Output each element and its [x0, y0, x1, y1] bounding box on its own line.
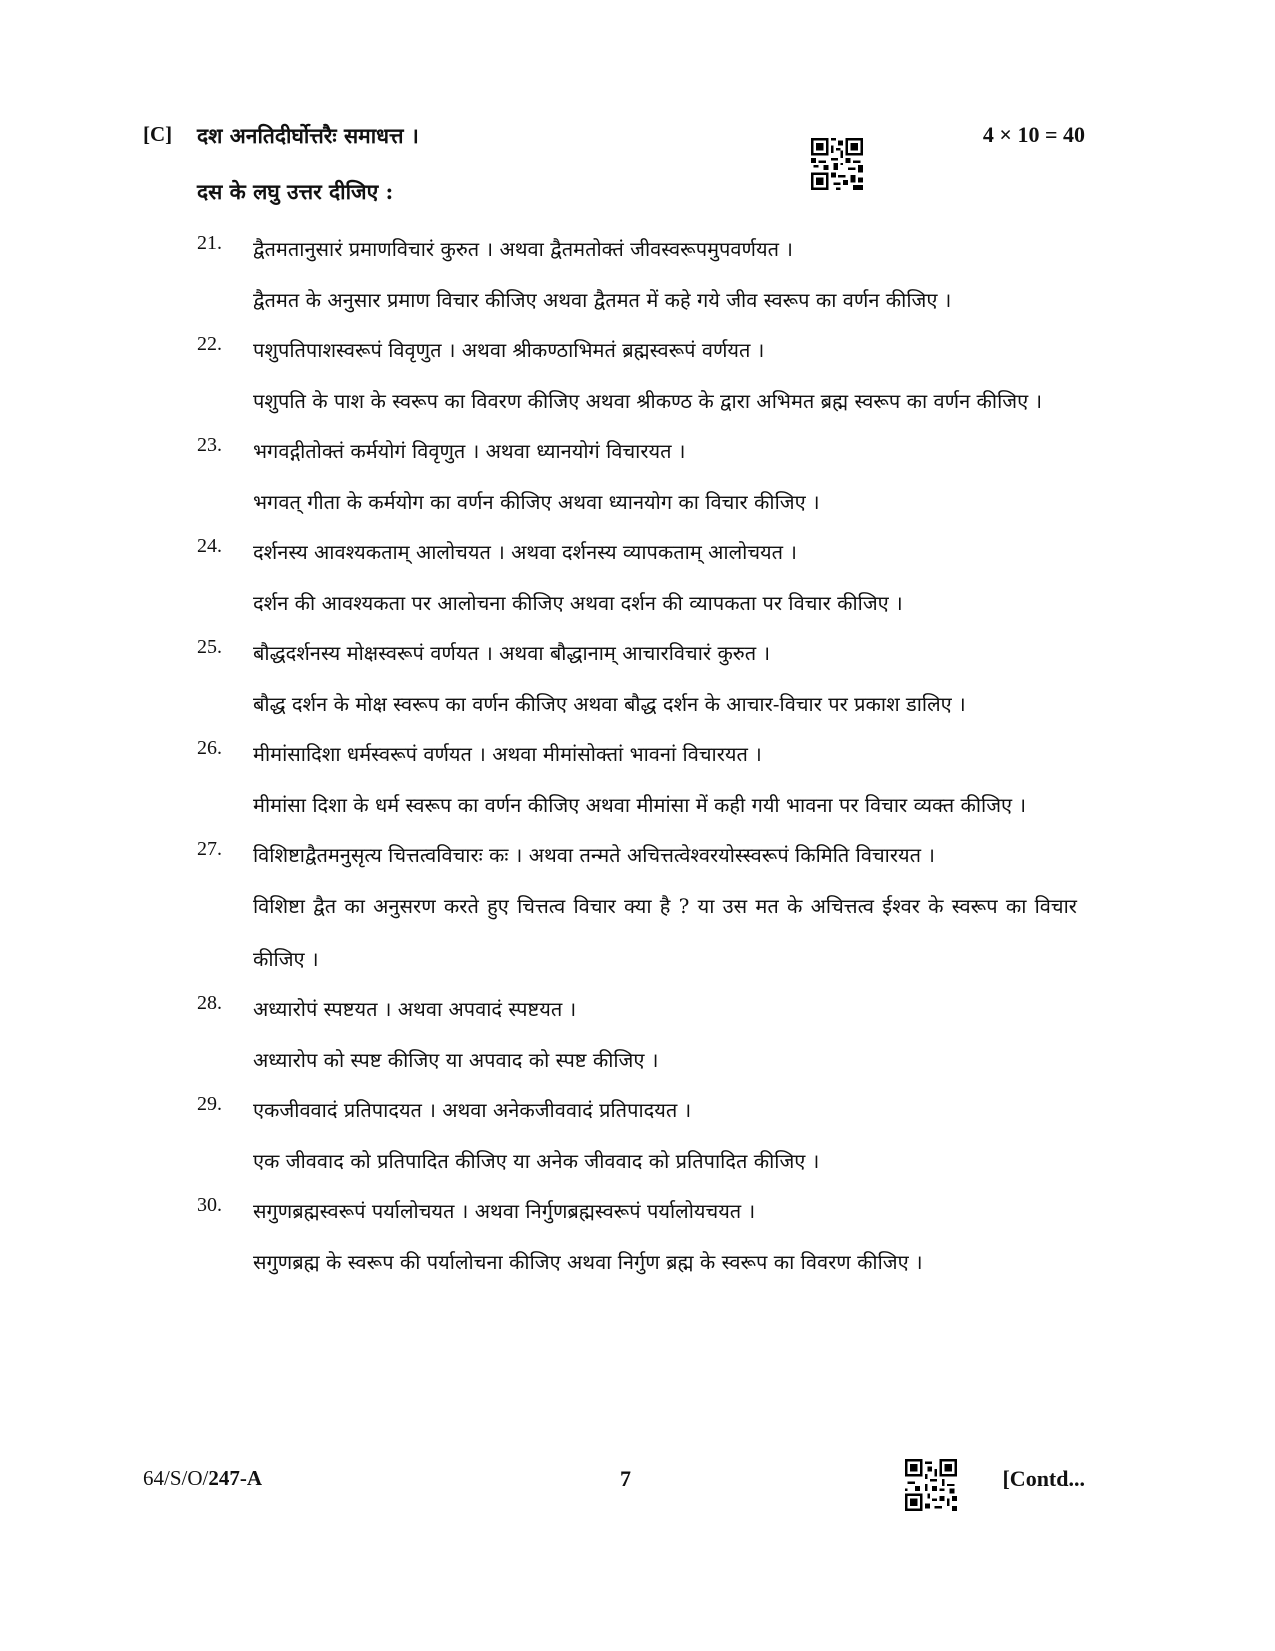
question-item — [197, 333, 1077, 428]
question-text-hindi: बौद्ध दर्शन के मोक्ष स्वरूप का वर्णन कीजिए अथवा बौद्ध दर्शन के आचार-विचार पर प्रकाश डालिए । — [253, 692, 966, 716]
question-text-hindi: विशिष्टा द्वैत का अनुसरण करते हुए चित्तत्व विचार क्या है ? या उस मत के अचित्तत्व ईश्वर के स्वरूप का विचार कीजिए । — [253, 894, 1077, 971]
question-number: 23. — [197, 434, 222, 456]
question-text-sanskrit: विशिष्टाद्वैतमनुसृत्य चित्तत्वविचारः कः । अथवा तन्मते अचित्तत्वेश्वरयोस्स्वरूपं किमिति विचारयत । — [253, 843, 935, 867]
question-text-sanskrit: भगवद्गीतोक्तं कर्मयोगं विवृणुत । अथवा ध्यानयोगं विचारयत । — [253, 439, 686, 463]
question-text-hindi: पशुपति के पाश के स्वरूप का विवरण कीजिए अथवा श्रीकण्ठ के द्वारा अभिमत ब्रह्म स्वरूप का वर्णन कीजिए । — [253, 389, 1043, 413]
question-text-sanskrit: मीमांसादिशा धर्मस्वरूपं वर्णयत । अथवा मीमांसोक्तां भावनां विचारयत । — [253, 742, 762, 766]
question-item — [197, 737, 1077, 832]
question-number: 30. — [197, 1194, 222, 1216]
question-text-sanskrit: एकजीववादं प्रतिपादयत । अथवा अनेकजीववादं प्रतिपादयत । — [253, 1098, 692, 1122]
question-number: 26. — [197, 737, 222, 759]
question-text-sanskrit: द्वैतमतानुसारं प्रमाणविचारं कुरुत । अथवा द्वैतमतोक्तं जीवस्वरूपमुपवर्णयत । — [253, 237, 793, 261]
question-item — [197, 434, 1077, 529]
section-instruction-hindi: दस के लघु उत्तर दीजिए : — [197, 179, 394, 204]
question-number: 21. — [197, 232, 222, 254]
question-number: 22. — [197, 333, 222, 355]
question-item — [197, 1093, 1077, 1188]
question-text-hindi: अध्यारोप को स्पष्ट कीजिए या अपवाद को स्पष्ट कीजिए । — [253, 1048, 659, 1072]
question-text-hindi: दर्शन की आवश्यकता पर आलोचना कीजिए अथवा दर्शन की व्यापकता पर विचार कीजिए । — [253, 591, 903, 615]
question-list — [0, 232, 1275, 1289]
question-text-hindi: सगुणब्रह्म के स्वरूप की पर्यालोचना कीजिए अथवा निर्गुण ब्रह्म के स्वरूप का विवरण कीजिए । — [253, 1250, 923, 1274]
qr-code-icon — [905, 1459, 957, 1511]
section-instruction-sanskrit: दश अनतिदीर्घोत्तरैः समाधत्त । — [197, 123, 419, 148]
question-number: 27. — [197, 838, 222, 860]
question-text-sanskrit: पशुपतिपाशस्वरूपं विवृणुत । अथवा श्रीकण्ठाभिमतं ब्रह्मस्वरूपं वर्णयत । — [253, 338, 765, 362]
question-text-hindi: द्वैतमत के अनुसार प्रमाण विचार कीजिए अथवा द्वैतमत में कहे गये जीव स्वरूप का वर्णन कीजिए । — [253, 288, 952, 312]
question-text-hindi: एक जीववाद को प्रतिपादित कीजिए या अनेक जीववाद को प्रतिपादित कीजिए । — [253, 1149, 820, 1173]
question-item — [197, 992, 1077, 1087]
paper-code-prefix: 64/S/O/ — [143, 1466, 209, 1490]
question-number: 24. — [197, 535, 222, 557]
question-text-sanskrit: सगुणब्रह्मस्वरूपं पर्यालोचयत । अथवा निर्गुणब्रह्मस्वरूपं पर्यालोयचयत । — [253, 1199, 756, 1223]
question-item — [197, 1194, 1077, 1289]
question-number: 29. — [197, 1093, 222, 1115]
question-text-sanskrit: बौद्धदर्शनस्य मोक्षस्वरूपं वर्णयत । अथवा बौद्धानाम् आचारविचारं कुरुत । — [253, 641, 771, 665]
question-text-hindi: मीमांसा दिशा के धर्म स्वरूप का वर्णन कीजिए अथवा मीमांसा में कही गयी भावना पर विचार व्यक्त कीजिए । — [253, 793, 1027, 817]
question-number: 28. — [197, 992, 222, 1014]
question-text-sanskrit: अध्यारोपं स्पष्टयत । अथवा अपवादं स्पष्टयत । — [253, 997, 577, 1021]
paper-code — [143, 1466, 262, 1491]
question-text-hindi: भगवत् गीता के कर्मयोग का वर्णन कीजिए अथवा ध्यानयोग का विचार कीजिए । — [253, 490, 820, 514]
section-label: [C] — [143, 122, 173, 146]
question-number: 25. — [197, 636, 222, 658]
question-item — [197, 636, 1077, 731]
question-text-sanskrit: दर्शनस्य आवश्यकताम् आलोचयत । अथवा दर्शनस्य व्यापकताम् आलोचयत । — [253, 540, 797, 564]
question-item — [197, 838, 1077, 986]
question-item — [197, 535, 1077, 630]
paper-code-number: 247-A — [208, 1466, 263, 1490]
section-marks: 4 × 10 = 40 — [982, 122, 1085, 147]
question-item — [197, 232, 1077, 327]
continued-marker: [Contd... — [1002, 1466, 1085, 1491]
page-number: 7 — [620, 1466, 631, 1491]
qr-code-icon — [811, 138, 863, 190]
